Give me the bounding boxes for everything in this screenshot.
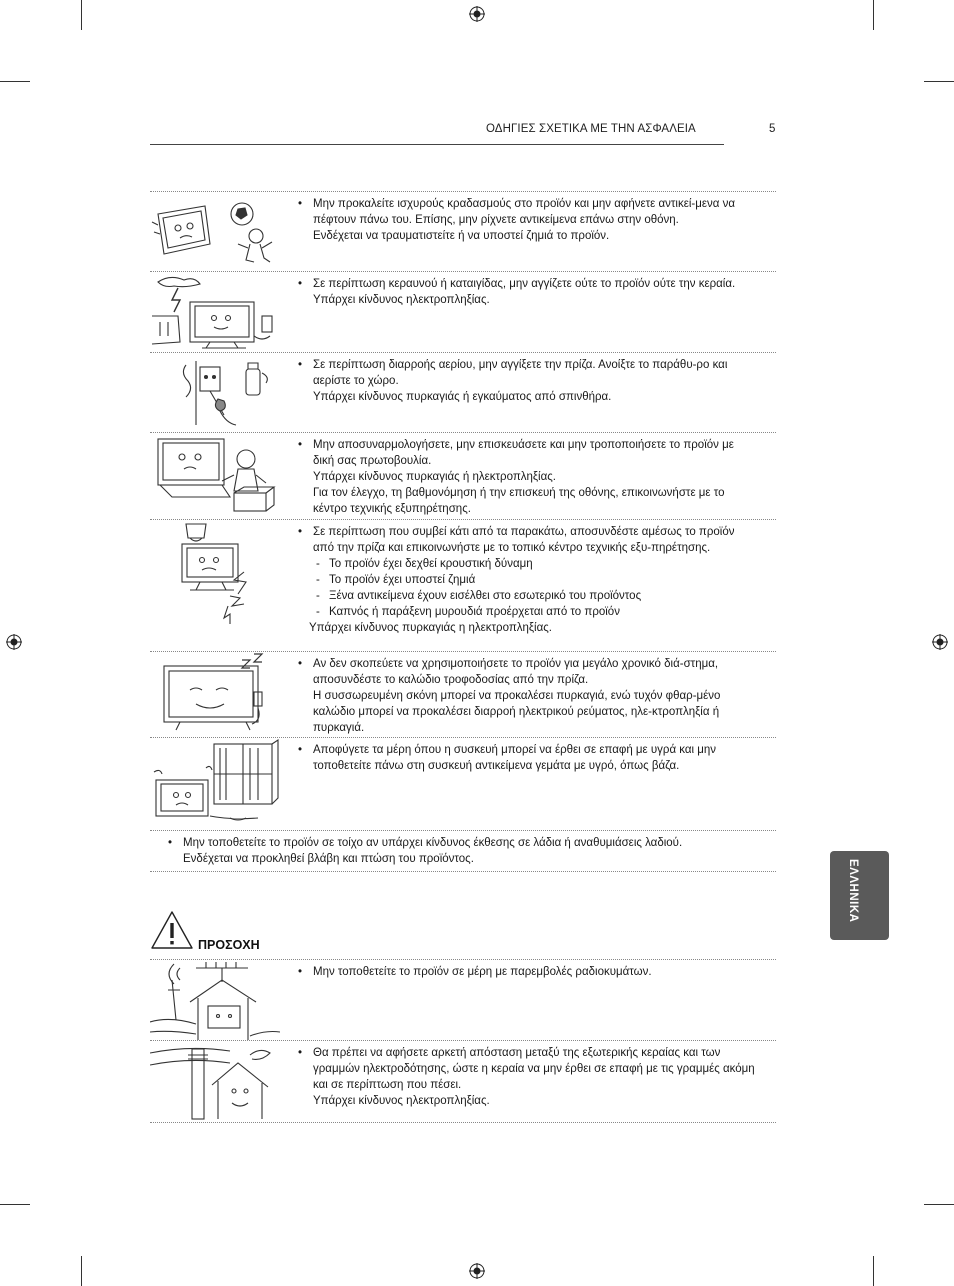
crop-mark — [0, 1204, 30, 1205]
tv-window-liquid-icon — [150, 738, 280, 830]
bullet-text: • Αποφύγετε τα μέρη όπου η συσκευή μπορεί να έρθει σε επαφή με υγρά και μην τοποθετείτε πάνω στη συσκευή αντικείμενα γεμάτα με υγρό, όπως βάζα. — [313, 742, 755, 774]
row-text — [313, 656, 755, 736]
tv-lightning-storm-icon — [150, 272, 280, 350]
note-text: Υπάρχει κίνδυνος ηλεκτροπληξίας. — [313, 294, 490, 306]
bullet-text: • Θα πρέπει να αφήσετε αρκετή απόσταση μεταξύ της εξωτερικής κεραίας και των γραμμών ηλεκτροδότησης, ώστε η κεραία να μην έρθει σε επαφή με τις γραμμές ακόμη και σε περίπτωση που πέσει. — [313, 1045, 755, 1093]
crop-mark — [924, 81, 954, 82]
language-tab-label: ΕΛΛΗΝΙΚΑ — [847, 859, 859, 923]
safety-row — [150, 651, 776, 738]
note-text: Η συσσωρευμένη σκόνη μπορεί να προκαλέσει πυρκαγιά, ενώ τυχόν φθαρ-μένο καλώδιο μπορεί να προκαλέσει διαρροή ηλεκτρικού ρεύματος, ηλε-κτροπληξία ή πυρκαγιά. — [313, 690, 721, 734]
bullet-text: • Μην τοποθετείτε το προϊόν σε τοίχο αν υπάρχει κίνδυνος έκθεσης σε λάδια ή αναθυμιάσεις λαδιού. — [183, 835, 773, 851]
registration-mark-icon — [932, 634, 948, 650]
safety-row — [150, 271, 776, 353]
safety-row — [150, 432, 776, 520]
warning-triangle-icon — [150, 909, 194, 951]
crop-mark — [81, 0, 82, 30]
note-text: Υπάρχει κίνδυνος ηλεκτροπληξίας. — [313, 1095, 490, 1107]
row-text — [183, 835, 773, 867]
tv-damage-unplug-icon — [150, 520, 280, 630]
dash-item: - Καπνός ή παράξενη μυρουδιά προέρχεται από το προϊόν — [313, 604, 755, 620]
row-text — [313, 742, 755, 774]
safety-row — [150, 519, 776, 652]
house-power-line-icon — [150, 1041, 280, 1121]
bullet-text: • Σε περίπτωση κεραυνού ή καταιγίδας, μην αγγίζετε ούτε το προϊόν ούτε την κεραία. — [313, 276, 755, 292]
dash-item: - Ξένα αντικείμενα έχουν εισέλθει στο εσωτερικό του προϊόντος — [313, 588, 755, 604]
page-header-title: ΟΔΗΓΙΕΣ ΣΧΕΤΙΚΑ ΜΕ ΤΗΝ ΑΣΦΑΛΕΙΑ — [486, 123, 696, 135]
registration-mark-icon — [469, 6, 485, 22]
page-number: 5 — [769, 123, 776, 135]
crop-mark — [924, 1204, 954, 1205]
safety-row — [150, 737, 776, 831]
note-text: Υπάρχει κίνδυνος πυρκαγιάς ή εγκαύματος από σπινθήρα. — [313, 391, 612, 403]
row-text — [313, 196, 755, 244]
language-side-tab — [830, 851, 889, 940]
safety-row — [150, 352, 776, 433]
caution-row — [150, 959, 776, 1041]
bullet-text: • Μην αποσυναρμολογήσετε, μην επισκευάσετε και μην τροποποιήσετε το προϊόν με δική σας πρωτοβουλία. — [313, 437, 755, 469]
row-text — [313, 964, 755, 980]
safety-row — [150, 191, 776, 272]
crop-mark — [873, 0, 874, 30]
note-text: Ενδέχεται να προκληθεί βλάβη και πτώση του προϊόντος. — [183, 853, 474, 865]
house-antenna-interference-icon — [150, 960, 280, 1040]
bullet-text: • Μην προκαλείτε ισχυρούς κραδασμούς στο προϊόν και μην αφήνετε αντικεί-μενα να πέφτουν πάνω του. Επίσης, μην ρίχνετε αντικείμενα επάνω στην οθόνη. — [313, 196, 755, 228]
bullet-text: • Αν δεν σκοπεύετε να χρησιμοποιήσετε το προϊόν για μεγάλο χρονικό διά-στημα, αποσυνδέστε το καλώδιο τροφοδοσίας από την πρίζα. — [313, 656, 755, 688]
note-text: Ενδέχεται να τραυματιστείτε ή να υποστεί ζημιά το προϊόν. — [313, 230, 610, 242]
crop-mark — [81, 1256, 82, 1286]
row-text — [309, 524, 755, 636]
header-rule — [150, 144, 724, 145]
row-text — [313, 1045, 755, 1109]
tv-sleeping-unplug-icon — [150, 652, 280, 734]
dash-item: - Το προϊόν έχει υποστεί ζημιά — [313, 572, 755, 588]
row-text — [313, 357, 755, 405]
caution-label: ΠΡΟΣΟΧΗ — [198, 938, 260, 952]
row-text — [313, 437, 755, 517]
bullet-text: • Σε περίπτωση διαρροής αερίου, μην αγγίξετε την πρίζα. Ανοίξτε το παράθυ-ρο και αερίστε το χώρο. — [313, 357, 755, 389]
crop-mark — [873, 1256, 874, 1286]
tv-ball-impact-icon — [150, 192, 280, 270]
note-text: Υπάρχει κίνδυνος πυρκαγιάς ή ηλεκτροπληξίας. — [313, 471, 556, 483]
row-text — [313, 276, 755, 308]
bullet-text: • Σε περίπτωση που συμβεί κάτι από τα παρακάτω, αποσυνδέστε αμέσως το προϊόν από την πρίζα και επικοινωνήστε με το τοπικό κέντρο τεχνικής εξυ-πηρέτησης. — [313, 524, 755, 556]
gas-leak-plug-icon — [150, 353, 280, 431]
crop-mark — [0, 81, 30, 82]
caution-row — [150, 1040, 776, 1123]
dash-item: - Το προϊόν έχει δεχθεί κρουστική δύναμη — [313, 556, 755, 572]
registration-mark-icon — [469, 1263, 485, 1279]
bullet-text: • Μην τοποθετείτε το προϊόν σε μέρη με παρεμβολές ραδιοκυμάτων. — [313, 964, 755, 980]
tv-disassembly-icon — [150, 433, 280, 517]
note-text: Υπάρχει κίνδυνος πυρκαγιάς η ηλεκτροπληξίας. — [309, 622, 552, 634]
note-text: Για τον έλεγχο, τη βαθμονόμηση ή την επισκευή της οθόνης, επικοινωνήστε με το κέντρο τεχνικής εξυπηρέτησης. — [313, 487, 725, 515]
safety-row-wide — [150, 830, 776, 872]
registration-mark-icon — [6, 634, 22, 650]
